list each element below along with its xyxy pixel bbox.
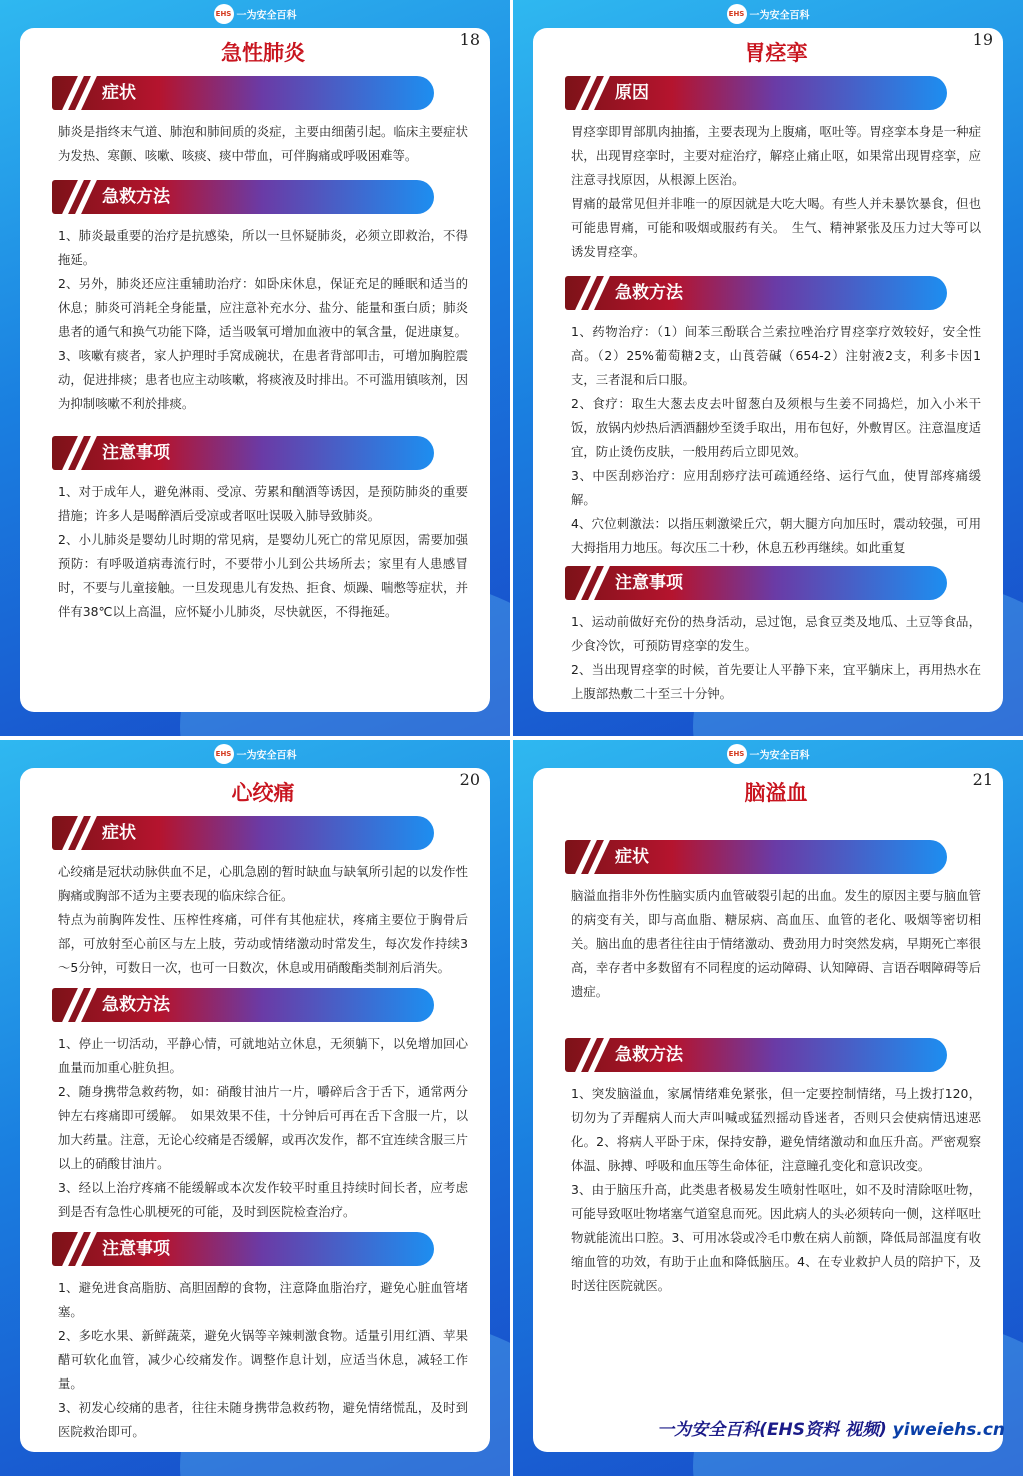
section-header [565, 840, 947, 874]
card-title: 胃痉挛 [744, 41, 808, 65]
paragraph: 1、突发脑溢血，家属情绪难免紧张，但一定要控制情绪，马上拨打120，切勿为了弄醒病人而大声叫喊或猛烈摇动昏迷者，否则只会使病情迅速恶化。2、将病人平卧于床，保持安静，避免情绪激动和血压升高。严密观察体温、脉搏、呼吸和血压等生命体征，注意瞳孔变化和意识改变。 [571, 1086, 981, 1173]
paragraph: 2、食疗：取生大葱去皮去叶留葱白及须根与生姜不同捣烂，加入小米干饭，放锅内炒热后洒酒翻炒至烫手取出，用布包好，外敷胃区。注意温度适宜，防止烫伤皮肤，一般用药后立即见效。 [571, 396, 981, 459]
section-header-label: 症状 [102, 83, 136, 103]
footer-text: 一为安全百科(EHS资料 视频) [657, 1420, 887, 1440]
content-card [20, 28, 490, 712]
paragraph: 1、避免进食高脂肪、高胆固醇的食物，注意降血脂治疗，避免心脏血管堵塞。 [58, 1280, 468, 1319]
section-header [565, 1038, 947, 1072]
section-body [571, 320, 981, 560]
section-header-label: 原因 [615, 83, 649, 103]
paragraph: 肺炎是指终末气道、肺泡和肺间质的炎症，主要由细菌引起。临床主要症状为发热、寒颤、咳嗽、咳痰、痰中带血，可伴胸痛或呼吸困难等。 [58, 124, 468, 163]
paragraph: 3、中医刮痧治疗：应用刮痧疗法可疏通经络、运行气血，使胃部疼痛缓解。 [571, 468, 981, 507]
ehs-badge-icon: EHS [214, 4, 234, 24]
page-number: 20 [459, 770, 480, 789]
section-header [52, 436, 434, 470]
paragraph: 1、运动前做好充份的热身活动，忌过饱，忌食豆类及地瓜、土豆等食品，少食冷饮，可预防胃痉挛的发生。 [571, 614, 981, 653]
section-header-label: 急救方法 [102, 995, 170, 1015]
section-header-label: 注意事项 [615, 573, 683, 593]
paragraph: 2、小儿肺炎是婴幼儿时期的常见病，是婴幼儿死亡的常见原因，需要加强预防：有呼吸道病毒流行时，不要带小儿到公共场所去；家里有人患感冒时，不要与儿童接触。一旦发现患儿有发热、拒食、烦躁、喘憋等症状，并伴有38℃以上高温，应怀疑小儿肺炎，尽快就医，不得拖延。 [58, 532, 468, 619]
page-number: 21 [972, 770, 993, 789]
section-body [571, 1082, 981, 1298]
card-title: 脑溢血 [744, 781, 808, 805]
paragraph: 3、咳嗽有痰者，家人护理时手窝成碗状，在患者背部叩击，可增加胸腔震动，促进排痰；患者也应主动咳嗽，将痰液及时排出。不可滥用镇咳剂，因为抑制咳嗽不利於排痰。 [58, 348, 468, 411]
brand-logo [0, 744, 510, 764]
paragraph: 特点为前胸阵发性、压榨性疼痛，可伴有其他症状，疼痛主要位于胸骨后部，可放射至心前区与左上肢，劳动或情绪激动时常发生，每次发作持续3～5分钟，可数日一次，也可一日数次，休息或用硝酸酯类制剂后消失。 [58, 912, 468, 975]
section-header [52, 76, 434, 110]
brand-logo [513, 4, 1023, 24]
section-header-label: 急救方法 [615, 283, 683, 303]
card-title: 心绞痛 [231, 781, 295, 805]
ehs-badge-icon: EHS [727, 4, 747, 24]
brand-text: 一为安全百科 [749, 10, 810, 22]
section-header [565, 276, 947, 310]
paragraph: 1、停止一切活动，平静心情，可就地站立休息，无须躺下，以免增加回心血量而加重心脏负担。 [58, 1036, 468, 1075]
page-number: 18 [459, 30, 480, 49]
slide-panel [0, 0, 510, 736]
paragraph: 胃痉挛即胃部肌肉抽搐，主要表现为上腹痛，呕吐等。胃痉挛本身是一种症状，出现胃痉挛时，主要对症治疗，解痉止痛止呕，如果常出现胃痉挛，应注意寻找原因，从根源上医治。 [571, 124, 981, 187]
content-card [533, 28, 1003, 712]
slide-panel [0, 740, 510, 1476]
section-header-label: 症状 [615, 847, 649, 867]
paragraph: 3、由于脑压升高，此类患者极易发生喷射性呕吐，如不及时清除呕吐物，可能导致呕吐物堵塞气道窒息而死。因此病人的头必须转向一侧，这样呕吐物就能流出口腔。3、可用冰袋或冷毛巾敷在病人前额，降低局部温度有收缩血管的功效，有助于止血和降低脑压。4、在专业救护人员的陪护下，及时送往医院就医。 [571, 1182, 981, 1293]
brand-text: 一为安全百科 [236, 10, 297, 22]
paragraph: 2、多吃水果、新鲜蔬菜，避免火锅等辛辣刺激食物。适量引用红酒、苹果醋可软化血管，减少心绞痛发作。调整作息计划，应适当休息，减轻工作量。 [58, 1328, 468, 1391]
brand-text: 一为安全百科 [749, 750, 810, 762]
paragraph: 3、经以上治疗疼痛不能缓解或本次发作较平时重且持续时间长者，应考虑到是否有急性心肌梗死的可能，及时到医院检查治疗。 [58, 1180, 468, 1219]
section-header-label: 注意事项 [102, 1239, 170, 1259]
section-body [58, 480, 468, 624]
paragraph: 1、对于成年人，避免淋雨、受凉、劳累和酗酒等诱因，是预防肺炎的重要措施；许多人是喝醉酒后受凉或者呕吐误吸入肺导致肺炎。 [58, 484, 468, 523]
brand-text: 一为安全百科 [236, 750, 297, 762]
section-header [565, 76, 947, 110]
ehs-badge-icon: EHS [727, 744, 747, 764]
ehs-badge-icon: EHS [214, 744, 234, 764]
section-body [58, 120, 468, 168]
paragraph: 2、当出现胃痉挛的时候，首先要让人平静下来，宜平躺床上，再用热水在上腹部热敷二十至三十分钟。 [571, 662, 981, 701]
section-body [58, 1032, 468, 1224]
paragraph: 1、肺炎最重要的治疗是抗感染，所以一旦怀疑肺炎，必须立即救治，不得拖延。 [58, 228, 468, 267]
page-number: 19 [972, 30, 993, 49]
section-header-label: 急救方法 [102, 187, 170, 207]
section-header [52, 988, 434, 1022]
section-header [565, 566, 947, 600]
slide-panel [513, 0, 1023, 736]
paragraph: 脑溢血指非外伤性脑实质内血管破裂引起的出血。发生的原因主要与脑血管的病变有关，即与高血脂、糖尿病、高血压、血管的老化、吸烟等密切相关。脑出血的患者往往由于情绪激动、费劲用力时突然发病，早期死亡率很高，幸存者中多数留有不同程度的运动障碍、认知障碍、言语吞咽障碍等后遗症。 [571, 888, 981, 999]
footer-watermark [657, 1415, 1005, 1440]
content-card [20, 768, 490, 1452]
paragraph: 心绞痛是冠状动脉供血不足，心肌急剧的暂时缺血与缺氧所引起的以发作性胸痛或胸部不适为主要表现的临床综合征。 [58, 864, 468, 903]
section-body [58, 224, 468, 416]
brand-logo [513, 744, 1023, 764]
paragraph: 3、初发心绞痛的患者，往往未随身携带急救药物，避免情绪慌乱，及时到医院救治即可。 [58, 1400, 468, 1439]
content-card [533, 768, 1003, 1452]
footer-url: yiweiehs.cn [892, 1420, 1005, 1440]
section-header [52, 180, 434, 214]
paragraph: 4、穴位刺激法：以指压刺激梁丘穴，朝大腿方向加压时，震动较强，可用大拇指用力地压。每次压二十秒，休息五秒再继续。如此重复 [571, 516, 981, 555]
section-body [58, 1276, 468, 1444]
section-header-label: 注意事项 [102, 443, 170, 463]
section-body [571, 884, 981, 1004]
section-header-label: 急救方法 [615, 1045, 683, 1065]
paragraph: 胃痛的最常见但并非唯一的原因就是大吃大喝。有些人并未暴饮暴食，但也可能患胃痛，可能和吸烟或服药有关。 生气、精神紧张及压力过大等可以诱发胃痉挛。 [571, 196, 981, 259]
slide-panel [513, 740, 1023, 1476]
section-header [52, 1232, 434, 1266]
paragraph: 2、另外，肺炎还应注重辅助治疗：如卧床休息，保证充足的睡眠和适当的休息；肺炎可消耗全身能量，应注意补充水分、盐分、能量和蛋白质；肺炎患者的通气和换气功能下降，适当吸氧可增加血液中的氧含量，促进康复。 [58, 276, 468, 339]
section-body [58, 860, 468, 980]
section-header [52, 816, 434, 850]
brand-logo [0, 4, 510, 24]
section-body [571, 610, 981, 706]
card-title: 急性肺炎 [221, 41, 305, 65]
section-header-label: 症状 [102, 823, 136, 843]
section-body [571, 120, 981, 264]
paragraph: 2、随身携带急救药物，如：硝酸甘油片一片，嚼碎后含于舌下，通常两分钟左右疼痛即可缓解。 如果效果不佳，十分钟后可再在舌下含服一片，以加大药量。注意，无论心绞痛是否缓解，或再次发作，都不宜连续含服三片以上的硝酸甘油片。 [58, 1084, 468, 1171]
paragraph: 1、药物治疗：（1）间苯三酚联合兰索拉唑治疗胃痉挛疗效较好，安全性高。（2）25%葡萄糖2支，山莨菪碱（654-2）注射液2支，利多卡因1支，三者混和后口服。 [571, 324, 981, 387]
